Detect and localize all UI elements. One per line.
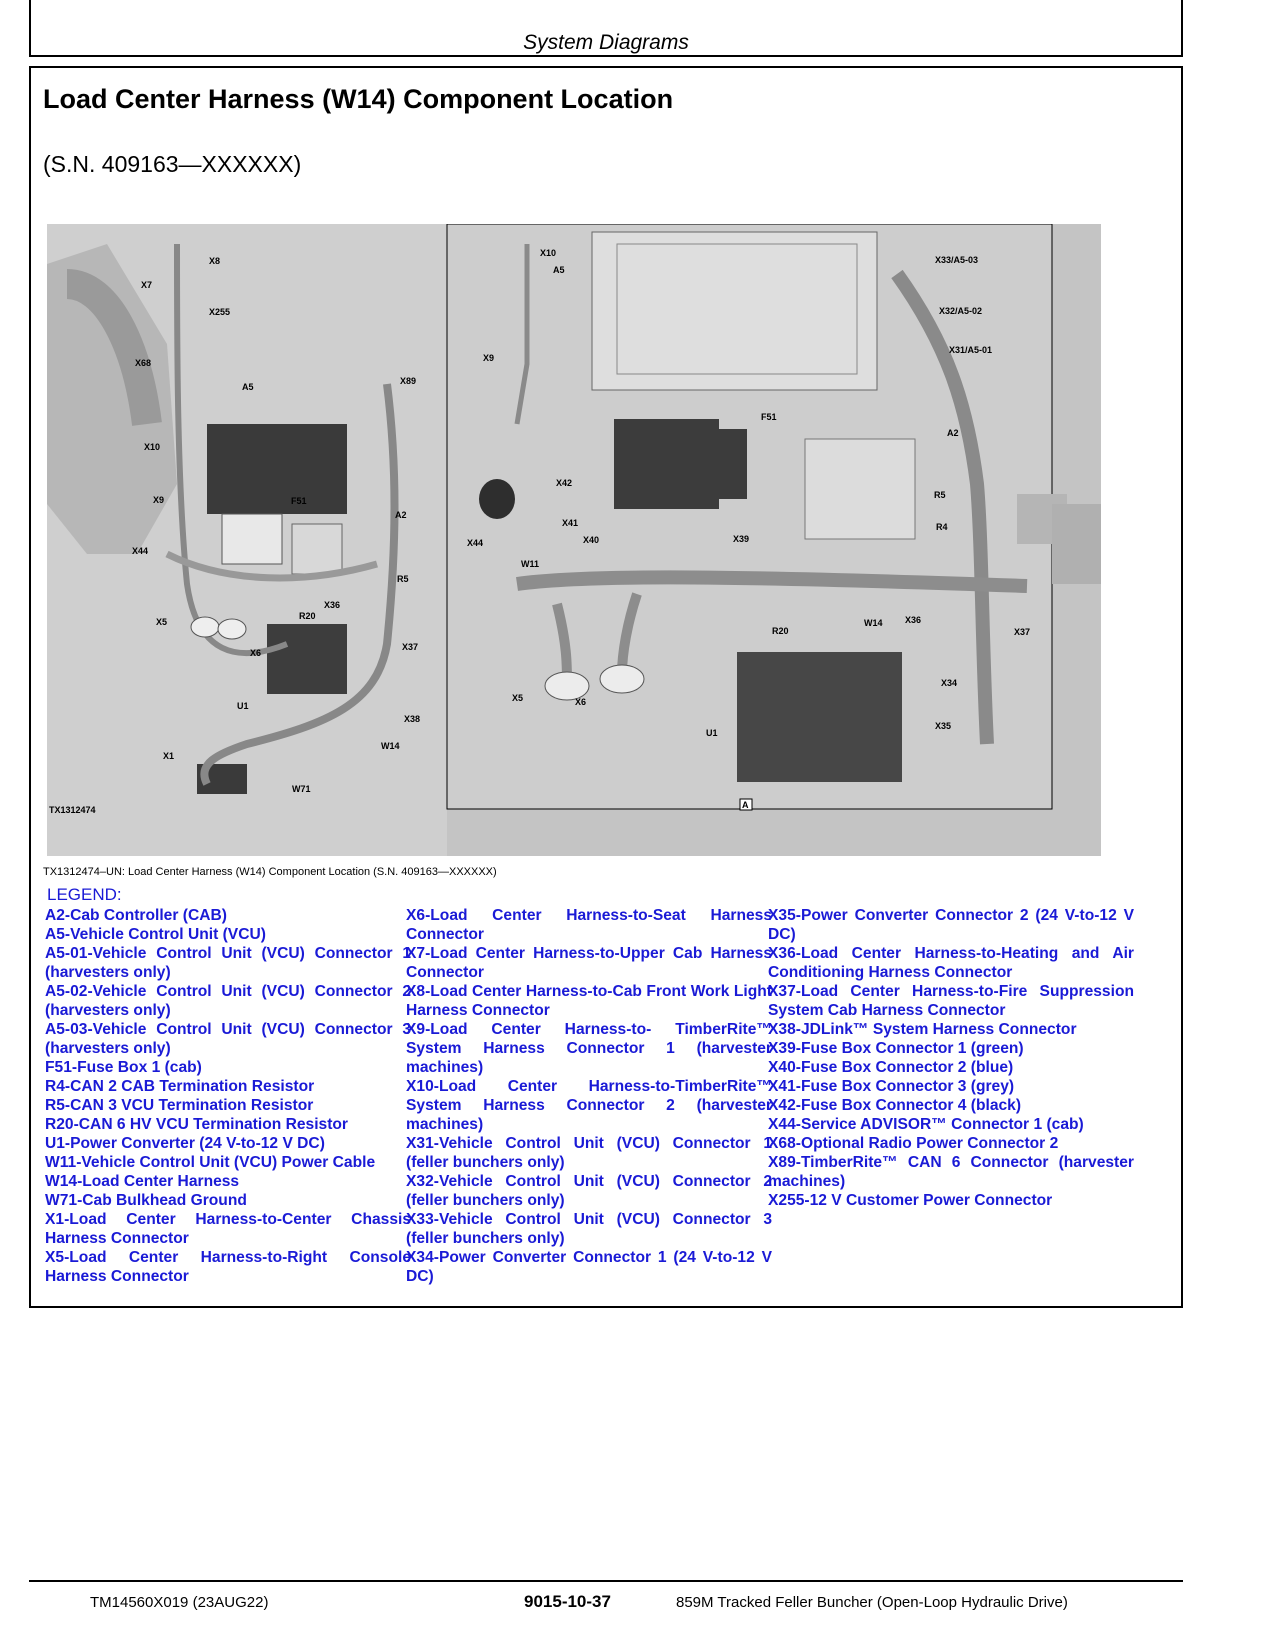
legend-column-2: [406, 906, 772, 1286]
legend-item: X41-Fuse Box Connector 3 (grey): [768, 1078, 1015, 1095]
legend-item: X35-Power Converter Connector 2 (24 V-to-12 V DC): [768, 907, 1134, 943]
callout-x10: X10: [144, 442, 161, 452]
callout-x6: X6: [250, 648, 262, 658]
callout-a5: A5: [242, 382, 254, 392]
callout-x42: X42: [556, 478, 573, 488]
legend-item: A5-Vehicle Control Unit (VCU): [45, 926, 266, 943]
legend-item: A5-03-Vehicle Control Unit (VCU) Connector 3 (harvesters only): [45, 1021, 411, 1057]
legend-item: X44-Service ADVISOR™ Connector 1 (cab): [768, 1116, 1084, 1133]
legend-item: X42-Fuse Box Connector 4 (black): [768, 1097, 1022, 1114]
legend-title: LEGEND:: [47, 885, 122, 904]
component-location-figure: [47, 224, 1101, 856]
footer-doc-number: TM14560X019 (23AUG22): [90, 1594, 269, 1611]
callout-w71: W71: [292, 784, 311, 794]
section-title: System Diagrams: [523, 31, 689, 54]
legend-item: W71-Cab Bulkhead Ground: [45, 1192, 247, 1209]
legend-item: X10-Load Center Harness-to-TimberRite™ System Harness Connector 2 (harvester machines): [406, 1078, 772, 1133]
callout-r-x9: X9: [483, 353, 495, 363]
page-title: Load Center Harness (W14) Component Location: [43, 84, 674, 114]
cab-controller-a2: [805, 439, 915, 539]
callout-x255: X255: [209, 307, 231, 317]
callout-x89: X89: [400, 376, 417, 386]
view-marker-a: A: [742, 800, 749, 810]
legend-column-1: [45, 906, 411, 1286]
callout-r-f51: F51: [761, 412, 777, 422]
legend-item: X38-JDLink™ System Harness Connector: [768, 1021, 1077, 1038]
legend-item: X36-Load Center Harness-to-Heating and Air Conditioning Harness Connector: [768, 945, 1134, 981]
callout-x38: X38: [404, 714, 421, 724]
legend-item: A2-Cab Controller (CAB): [45, 907, 227, 924]
callout-x33-a5-03: X33/A5-03: [935, 255, 979, 265]
callout-r-x36: X36: [905, 615, 922, 625]
legend-item: W14-Load Center Harness: [45, 1173, 240, 1190]
callout-r-x37: X37: [1014, 627, 1031, 637]
legend-item: X32-Vehicle Control Unit (VCU) Connector 2 (feller bunchers only): [406, 1173, 772, 1209]
callout-r-a5: A5: [553, 265, 565, 275]
callout-x41: X41: [562, 518, 579, 528]
legend-item: X31-Vehicle Control Unit (VCU) Connector 1 (feller bunchers only): [406, 1135, 772, 1171]
legend-item: A5-01-Vehicle Control Unit (VCU) Connector 1 (harvesters only): [45, 945, 411, 981]
callout-x9: X9: [153, 495, 165, 505]
legend-item: A5-02-Vehicle Control Unit (VCU) Connector 2 (harvesters only): [45, 983, 411, 1019]
legend-item: F51-Fuse Box 1 (cab): [45, 1059, 202, 1076]
legend-item: X68-Optional Radio Power Connector 2: [768, 1135, 1059, 1152]
footer-rule: [29, 1580, 1183, 1582]
figure-caption: TX1312474–UN: Load Center Harness (W14) Component Location (S.N. 409163—XXXXXX): [43, 866, 497, 878]
legend-item: X89-TimberRite™ CAN 6 Connector (harvester machines): [768, 1154, 1134, 1190]
fuse-box-f51: [614, 419, 719, 509]
legend-item: X39-Fuse Box Connector 1 (green): [768, 1040, 1024, 1057]
callout-x7: X7: [141, 280, 153, 290]
callout-r-x5: X5: [512, 693, 524, 703]
legend-item: W11-Vehicle Control Unit (VCU) Power Cable: [45, 1154, 376, 1171]
callout-w11: W11: [521, 559, 540, 569]
vcu-module-right: [592, 232, 877, 390]
legend-item: R20-CAN 6 HV VCU Termination Resistor: [45, 1116, 348, 1133]
legend-item: X40-Fuse Box Connector 2 (blue): [768, 1059, 1014, 1076]
legend-item: R4-CAN 2 CAB Termination Resistor: [45, 1078, 315, 1095]
callout-x5: X5: [156, 617, 168, 627]
legend-item: X8-Load Center Harness-to-Cab Front Work Light Harness Connector: [406, 983, 772, 1019]
legend-column-3: [768, 906, 1134, 1210]
footer-machine: 859M Tracked Feller Buncher (Open-Loop Hydraulic Drive): [676, 1594, 1068, 1611]
legend-item: X7-Load Center Harness-to-Upper Cab Harness Connector: [406, 945, 772, 981]
callout-r-w14: W14: [864, 618, 883, 628]
legend-item: X255-12 V Customer Power Connector: [768, 1192, 1053, 1209]
callout-a2: A2: [395, 510, 407, 520]
callout-x34: X34: [941, 678, 958, 688]
callout-x40: X40: [583, 535, 600, 545]
callout-x37: X37: [402, 642, 419, 652]
callout-x31-a5-01: X31/A5-01: [949, 345, 993, 355]
footer-page-number: 9015-10-37: [524, 1592, 611, 1611]
page-header: [29, 0, 1183, 57]
figure-id: TX1312474: [49, 805, 96, 815]
callout-r5: R5: [397, 574, 409, 584]
callout-x39: X39: [733, 534, 750, 544]
callout-x36: X36: [324, 600, 341, 610]
callout-x68: X68: [135, 358, 152, 368]
legend-item: X5-Load Center Harness-to-Right Console Harness Connector: [45, 1249, 411, 1285]
vcu-module-left: [207, 424, 347, 514]
callout-r-r20: R20: [772, 626, 789, 636]
legend-item: X37-Load Center Harness-to-Fire Suppression System Cab Harness Connector: [768, 983, 1134, 1019]
callout-r-r5: R5: [934, 490, 946, 500]
callout-r-u1: U1: [706, 728, 718, 738]
legend-item: X33-Vehicle Control Unit (VCU) Connector 3 (feller bunchers only): [406, 1211, 772, 1247]
callout-x1: X1: [163, 751, 175, 761]
harness-photo-illustration: [47, 224, 1101, 856]
callout-x44: X44: [132, 546, 149, 556]
serial-range: (S.N. 409163—XXXXXX): [43, 151, 302, 177]
callout-f51: F51: [291, 496, 307, 506]
legend-item: X34-Power Converter Connector 1 (24 V-to-12 V DC): [406, 1249, 772, 1285]
callout-w14: W14: [381, 741, 400, 751]
legend-item: X6-Load Center Harness-to-Seat Harness Connector: [406, 907, 772, 943]
callout-r-x6: X6: [575, 697, 587, 707]
legend-item: U1-Power Converter (24 V-to-12 V DC): [45, 1135, 325, 1152]
power-converter-left: [267, 624, 347, 694]
callout-r-x10: X10: [540, 248, 557, 258]
callout-x8: X8: [209, 256, 221, 266]
callout-u1: U1: [237, 701, 249, 711]
callout-r-a2: A2: [947, 428, 959, 438]
callout-r4: R4: [936, 522, 948, 532]
callout-x32-a5-02: X32/A5-02: [939, 306, 983, 316]
callout-r20: R20: [299, 611, 316, 621]
legend-item: X1-Load Center Harness-to-Center Chassis Harness Connector: [45, 1211, 411, 1247]
legend-item: R5-CAN 3 VCU Termination Resistor: [45, 1097, 314, 1114]
callout-x35: X35: [935, 721, 952, 731]
legend-item: X9-Load Center Harness-to- TimberRite™ System Harness Connector 1 (harvester machines): [406, 1021, 772, 1076]
power-converter-u1: [737, 652, 902, 782]
callout-r-x44: X44: [467, 538, 484, 548]
